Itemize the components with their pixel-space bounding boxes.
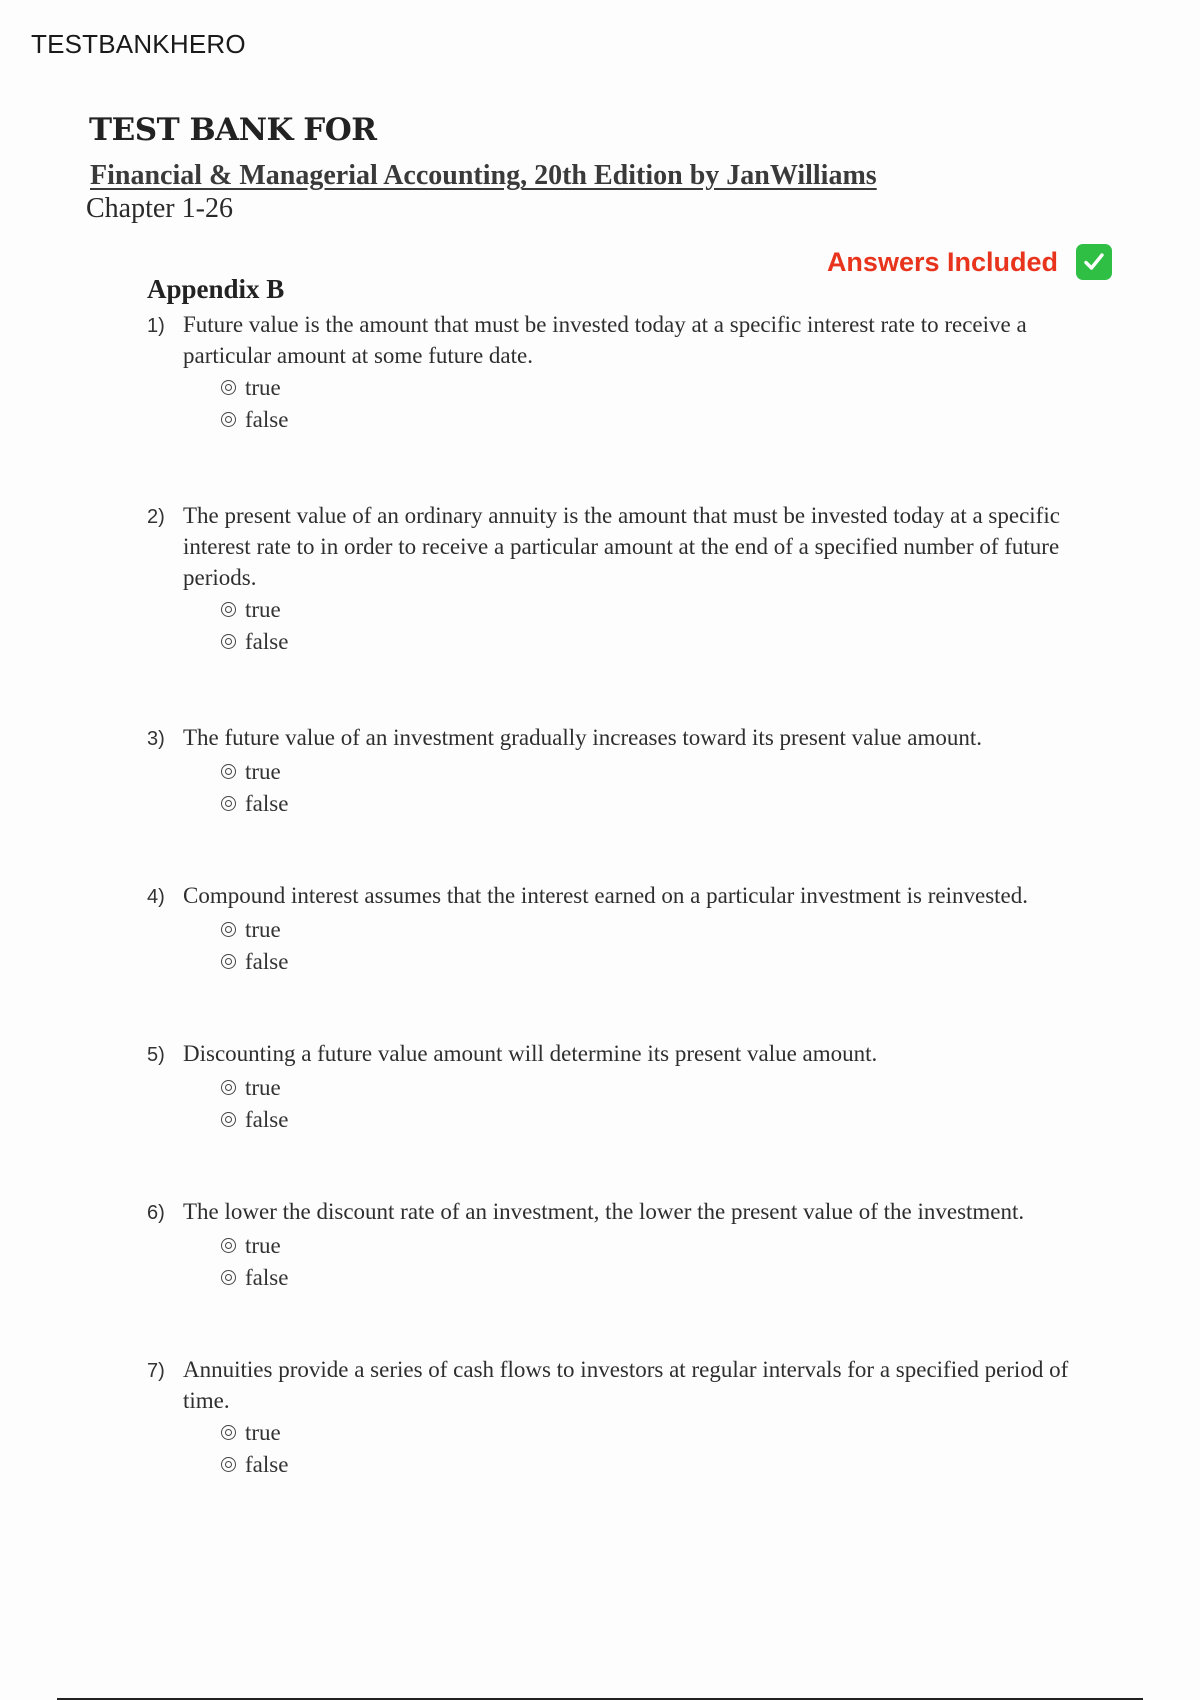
option-label: true	[245, 1232, 281, 1258]
question-number: 1)	[147, 315, 165, 337]
answer-option-false[interactable]	[221, 787, 1087, 819]
radio-icon[interactable]	[221, 796, 236, 811]
question-item	[147, 309, 1087, 435]
radio-icon[interactable]	[221, 1457, 236, 1472]
radio-icon[interactable]	[221, 602, 236, 617]
radio-icon[interactable]	[221, 1425, 236, 1440]
radio-icon[interactable]	[221, 1112, 236, 1127]
answer-option-false[interactable]	[221, 1448, 1087, 1480]
question-item	[147, 500, 1087, 657]
answer-option-true[interactable]	[221, 755, 1087, 787]
question-text: Future value is the amount that must be invested today at a specific interest rate to receive a particular amount at some future date.	[183, 312, 1027, 368]
option-label: false	[245, 1106, 289, 1132]
question-number: 2)	[147, 506, 165, 528]
section-heading: Appendix B	[147, 274, 285, 304]
answer-option-true[interactable]	[221, 1229, 1087, 1261]
question-number: 5)	[147, 1044, 165, 1066]
answer-option-true[interactable]	[221, 1071, 1087, 1103]
question-number: 6)	[147, 1202, 165, 1224]
question-text: The present value of an ordinary annuity is the amount that must be invested today at a specific interest rate to in order to receive a particular amount at the end of a specified number of future periods.	[183, 503, 1060, 590]
question-number: 4)	[147, 886, 165, 908]
option-label: false	[245, 628, 289, 654]
book-title: Financial & Managerial Accounting, 20th Edition by JanWilliams	[90, 160, 877, 191]
answer-option-true[interactable]	[221, 371, 1087, 403]
answer-option-true[interactable]	[221, 1416, 1087, 1448]
question-item	[147, 1196, 1087, 1293]
question-item	[147, 722, 1087, 819]
option-label: true	[245, 916, 281, 942]
radio-icon[interactable]	[221, 1270, 236, 1285]
option-label: false	[245, 1451, 289, 1477]
brand-name: TESTBANKHERO	[31, 29, 246, 59]
question-text: Discounting a future value amount will determine its present value amount.	[183, 1041, 878, 1066]
radio-icon[interactable]	[221, 412, 236, 427]
radio-icon[interactable]	[221, 380, 236, 395]
radio-icon[interactable]	[221, 954, 236, 969]
option-label: false	[245, 948, 289, 974]
radio-icon[interactable]	[221, 1238, 236, 1253]
answers-included-banner	[827, 244, 1112, 280]
question-text: The lower the discount rate of an investment, the lower the present value of the investment.	[183, 1199, 1025, 1224]
question-number: 7)	[147, 1360, 165, 1382]
option-label: false	[245, 406, 289, 432]
option-label: false	[245, 790, 289, 816]
radio-icon[interactable]	[221, 922, 236, 937]
answer-option-false[interactable]	[221, 1261, 1087, 1293]
option-label: true	[245, 1419, 281, 1445]
option-label: false	[245, 1264, 289, 1290]
radio-icon[interactable]	[221, 634, 236, 649]
question-text: The future value of an investment gradually increases toward its present value amount.	[183, 725, 982, 750]
answer-option-true[interactable]	[221, 913, 1087, 945]
answers-included-label: Answers Included	[826, 246, 1058, 277]
document-title: TEST BANK FOR	[89, 112, 377, 148]
answer-option-false[interactable]	[221, 945, 1087, 977]
answer-option-false[interactable]	[221, 625, 1087, 657]
question-item	[147, 1354, 1087, 1480]
answer-option-false[interactable]	[221, 403, 1087, 435]
option-label: true	[245, 596, 281, 622]
question-number: 3)	[147, 728, 165, 750]
option-label: true	[245, 758, 281, 784]
question-item	[147, 1038, 1087, 1135]
question-text: Annuities provide a series of cash flows to investors at regular intervals for a specified period of time.	[183, 1357, 1069, 1413]
question-item	[147, 880, 1087, 977]
answer-option-true[interactable]	[221, 593, 1087, 625]
option-label: true	[245, 374, 281, 400]
chapter-range: Chapter 1-26	[86, 193, 233, 224]
radio-icon[interactable]	[221, 1080, 236, 1095]
answer-option-false[interactable]	[221, 1103, 1087, 1135]
checkmark-icon	[1076, 244, 1112, 280]
question-text: Compound interest assumes that the interest earned on a particular investment is reinvested.	[183, 883, 1029, 908]
radio-icon[interactable]	[221, 764, 236, 779]
option-label: true	[245, 1074, 281, 1100]
